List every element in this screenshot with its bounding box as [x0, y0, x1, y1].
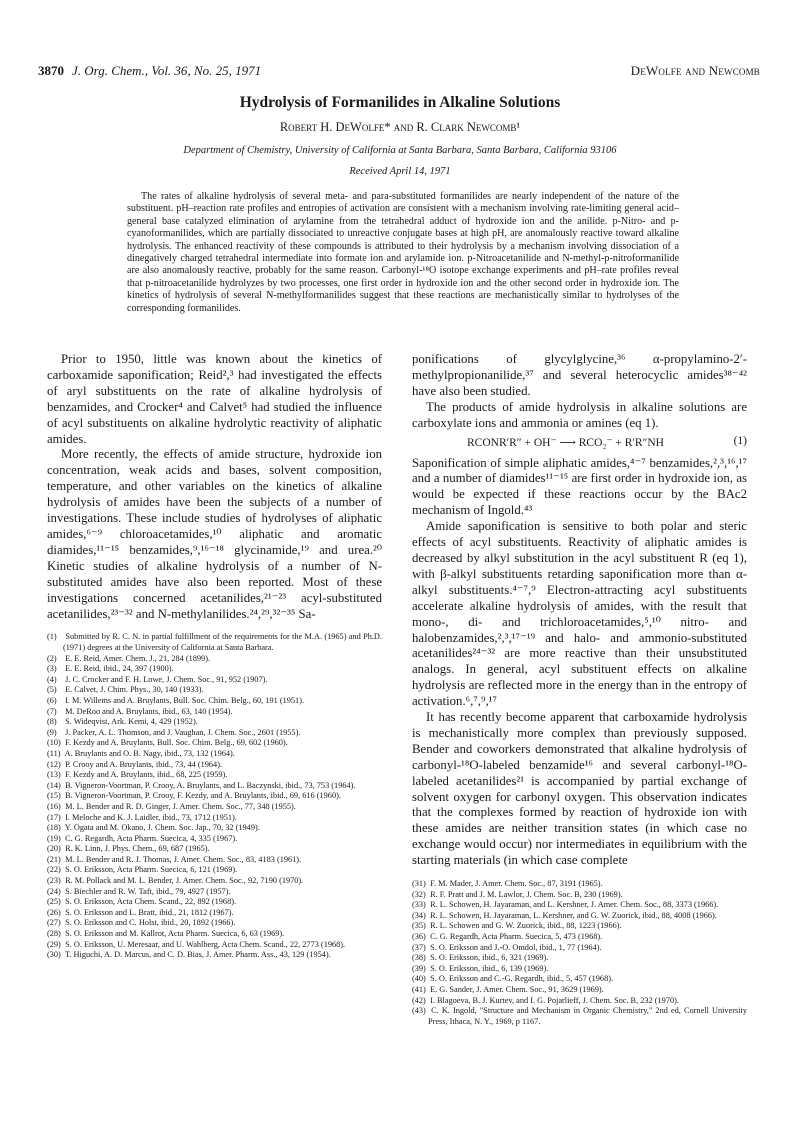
reference-number: (26)	[47, 907, 61, 917]
reference-number: (42)	[412, 995, 426, 1005]
reference-text: E. Calvet, J. Chim. Phys., 30, 140 (1933).	[65, 685, 204, 695]
reference-text: C. G. Regardh, Acta Pharm. Suecica, 5, 473 (1968).	[430, 932, 603, 942]
reference-text: I. M. Willems and A. Bruylants, Bull. Soc. Chim. Belg., 60, 191 (1951).	[65, 695, 305, 705]
running-head-authors: DeWolfe and Newcomb	[630, 63, 760, 78]
reference-text: E. E. Reid, Amer. Chem. J., 21, 284 (1899).	[65, 653, 211, 663]
reference-item	[412, 1006, 747, 1027]
reference-item	[412, 964, 747, 975]
reference-number: (19)	[47, 833, 61, 843]
reference-number: (4)	[47, 674, 57, 684]
page-number: 3870	[38, 63, 64, 78]
reference-item	[47, 696, 382, 707]
reference-text: P. Crooy and A. Bruylants, ibid., 73, 44 (1964).	[65, 759, 223, 769]
reference-number: (13)	[47, 770, 61, 780]
reference-item	[412, 985, 747, 996]
reference-item	[47, 855, 382, 866]
reference-item	[47, 908, 382, 919]
journal-citation: J. Org. Chem., Vol. 36, No. 25, 1971	[72, 63, 262, 78]
reference-text: R. L. Schowen, H. Jayaraman, and L. Kershner, J. Amer. Chem. Soc., 88, 3373 (1966).	[430, 900, 719, 910]
reference-text: S. Biechler and R. W. Taft, ibid., 79, 4927 (1957).	[65, 886, 231, 896]
reference-item	[412, 943, 747, 954]
reference-number: (22)	[47, 865, 61, 875]
reference-number: (6)	[47, 695, 57, 705]
reference-number: (31)	[412, 879, 426, 889]
reference-number: (3)	[47, 664, 57, 674]
reference-number: (14)	[47, 780, 61, 790]
reference-text: S. O. Eriksson, Acta Pharm. Suecica, 6, 121 (1969).	[65, 865, 238, 875]
reference-item	[47, 802, 382, 813]
reference-text: F. Kezdy and A. Bruylants, Bull. Soc. Chim. Belg., 69, 602 (1960).	[65, 738, 288, 748]
reference-item	[412, 932, 747, 943]
reference-item	[412, 953, 747, 964]
reference-text: S. O. Eriksson and C. Holst, ibid., 20, 1892 (1966).	[65, 918, 236, 928]
left-column	[47, 352, 382, 961]
reference-text: S. O. Eriksson, ibid., 6, 139 (1969).	[430, 963, 549, 973]
paragraph: More recently, the effects of amide structure, hydroxide ion concentration, weak acids and bases, solvent composition, temperature, and other variables on the kinetics of alkaline hydrolysis of amides have been the subjects of a number of investigations. These include studies of hydrolyses of aliphatic amides,⁶⁻⁹ chloroacetamides,¹⁰ aliphatic and aromatic diamides,¹¹⁻¹⁵ benzamides,⁹,¹⁶⁻¹⁸ glycinamide,¹⁹ and urea.²⁰ Kinetic studies of alkaline hydrolysis of a number of N-substituted amides have also been reported. Most of these investigations concerned acetanilides,²¹⁻²³ acyl-substituted acetanilides,²³⁻³² and N-methylanilides.²⁴,²⁹,³²⁻³⁵ Sa-	[47, 447, 382, 621]
reference-text: I. Meloche and K. J. Laidler, ibid., 73, 1712 (1951).	[65, 812, 237, 822]
reference-number: (41)	[412, 985, 426, 995]
reference-item	[47, 654, 382, 665]
article-title: Hydrolysis of Formanilides in Alkaline Solutions	[239, 94, 561, 111]
reference-item	[47, 685, 382, 696]
reference-item	[412, 900, 747, 911]
reference-number: (7)	[47, 706, 57, 716]
reference-item	[47, 791, 382, 802]
paragraph: ponifications of glycylglycine,³⁶ α-propylamino-2′-methylpropionanilide,³⁷ and several heterocyclic amides³⁸⁻⁴² have also been studied.	[412, 352, 747, 398]
equation-1	[412, 435, 747, 451]
reference-text: F. M. Mader, J. Amer. Chem. Soc., 87, 3191 (1965).	[430, 879, 603, 889]
reference-text: S. Wideqvist, Ark. Kemi, 4, 429 (1952).	[65, 717, 198, 727]
reference-number: (35)	[412, 921, 426, 931]
reference-number: (38)	[412, 953, 426, 963]
paragraph: The products of amide hydrolysis in alkaline solutions are carboxylate ions and ammonia or amines (eq 1).	[412, 399, 747, 430]
reference-number: (43)	[412, 1006, 426, 1016]
paragraph: Prior to 1950, little was known about the kinetics of carboxamide saponification; Reid²,³ had investigated the effects of aryl substituents on the rate of alkaline hydrolysis of benzamides, and Crocker⁴ and Calvet⁵ had studied the influence of acyl substituents on alkaline hydrolytic reactivity of aliphatic amides.	[47, 352, 382, 446]
header-left	[38, 63, 261, 79]
reference-item	[47, 887, 382, 898]
reference-text: Submitted by R. C. N. in partial fulfillment of the requirements for the M.A. (1965) and Ph.D. (1971) degrees at the University of California at Santa Barbara.	[63, 632, 382, 652]
reference-number: (10)	[47, 738, 61, 748]
reference-text: M. DeRoo and A. Bruylants, ibid., 63, 140 (1954).	[65, 706, 233, 716]
reference-number: (20)	[47, 844, 61, 854]
right-body-text	[412, 352, 747, 869]
reference-item	[47, 813, 382, 824]
reference-item	[47, 728, 382, 739]
reference-number: (29)	[47, 939, 61, 949]
reference-item	[47, 844, 382, 855]
reference-item	[47, 675, 382, 686]
reference-item	[412, 879, 747, 890]
affiliation: Department of Chemistry, University of California at Santa Barbara, Santa Barbara, California 93106	[183, 145, 617, 156]
reference-number: (17)	[47, 812, 61, 822]
reference-text: J. C. Crocker and F. H. Lowe, J. Chem. Soc., 91, 952 (1907).	[65, 674, 268, 684]
reference-item	[412, 921, 747, 932]
right-column	[412, 352, 747, 1027]
reference-number: (8)	[47, 717, 57, 727]
reference-number: (1)	[47, 632, 57, 642]
reference-number: (5)	[47, 685, 57, 695]
running-header	[38, 63, 760, 83]
reference-text: S. O. Eriksson, ibid., 6, 321 (1969).	[430, 953, 549, 963]
reference-number: (25)	[47, 897, 61, 907]
reference-text: C. K. Ingold, "Structure and Mechanism in Organic Chemistry," 2nd ed, Cornell University Press, Ithaca, N. Y., 1969, p 1167.	[428, 1006, 747, 1026]
reference-number: (34)	[412, 910, 426, 920]
reference-item	[47, 738, 382, 749]
equation-expression: RCONR′R″ + OH⁻ ⟶ RCO₂⁻ + R′R″NH	[467, 436, 664, 449]
reference-item	[47, 918, 382, 929]
reference-number: (30)	[47, 950, 61, 960]
reference-number: (2)	[47, 653, 57, 663]
reference-text: M. L. Bender and R. J. Thomas, J. Amer. Chem. Soc., 83, 4183 (1961).	[65, 854, 302, 864]
reference-text: R. K. Linn, J. Phys. Chem., 69, 687 (1965).	[65, 844, 210, 854]
reference-item	[47, 707, 382, 718]
footnotes-left	[47, 632, 382, 960]
reference-text: S. O. Eriksson and L. Bratt, ibid., 21, 1812 (1967).	[65, 907, 234, 917]
reference-number: (24)	[47, 886, 61, 896]
reference-text: F. Kezdy and A. Bruylants, ibid., 68, 225 (1959).	[65, 770, 228, 780]
reference-item	[412, 996, 747, 1007]
reference-item	[47, 770, 382, 781]
reference-number: (32)	[412, 889, 426, 899]
reference-item	[47, 632, 382, 653]
reference-item	[47, 834, 382, 845]
reference-text: B. Vigneron-Voortman, P. Crooy, F. Kezdy, and A. Bruylants, ibid., 69, 616 (1960).	[65, 791, 341, 801]
reference-text: S. O. Eriksson, Acta Chem. Scand., 22, 892 (1968).	[65, 897, 237, 907]
reference-text: Y. Ogata and M. Okano, J. Chem. Soc. Jap., 70, 32 (1949).	[64, 823, 260, 833]
reference-text: M. L. Bender and R. D. Ginger, J. Amer. Chem. Soc., 77, 348 (1955).	[65, 801, 296, 811]
equation-number: (1)	[733, 434, 747, 447]
reference-item	[47, 940, 382, 951]
reference-item	[412, 911, 747, 922]
reference-item	[47, 781, 382, 792]
reference-text: R. F. Pratt and J. M. Lawlor, J. Chem. Soc. B, 230 (1969).	[430, 889, 623, 899]
reference-text: B. Vigneron-Voortman, P. Crooy, A. Bruylants, and L. Baczynski, ibid., 73, 753 (1964).	[65, 780, 356, 790]
reference-number: (27)	[47, 918, 61, 928]
reference-item	[47, 717, 382, 728]
reference-item	[47, 865, 382, 876]
reference-text: R. L. Schowen and G. W. Zuorick, ibid., 88, 1223 (1966).	[430, 921, 622, 931]
reference-number: (37)	[412, 942, 426, 952]
reference-text: J. Packer, A. L. Thomson, and J. Vaughan, J. Chem. Soc., 2601 (1955).	[65, 727, 301, 737]
author-line: Robert H. DeWolfe* and R. Clark Newcomb¹	[279, 120, 521, 134]
reference-item	[412, 890, 747, 901]
reference-item	[47, 749, 382, 760]
paragraph: Amide saponification is sensitive to both polar and steric effects of acyl substituents. Reactivity of aliphatic amides is decreased by alkyl substitution in the acyl substituent R (eq 1), with β-alkyl substituents retarding saponification more than α-alkyl substituents.⁴⁻⁷,⁹ Electron-attracting acyl substituents accelerate alkaline hydrolysis of amides, with the result that mono-, di- and trichloroacetamides,⁵,¹⁰ nitro- and halobenzamides,²,³,¹⁷⁻¹⁹ and halo- and ammonio-substituted acetanilides²⁴⁻³² are more reactive than their unsubstituted analogs. In general, acyl substituent effects on alkaline hydrolysis are reflected more in the energy than in the entropy of activation.⁶,⁷,⁹,¹⁷	[412, 519, 747, 709]
reference-number: (16)	[47, 801, 61, 811]
left-body-text	[47, 352, 382, 622]
reference-number: (33)	[412, 900, 426, 910]
reference-item	[47, 760, 382, 771]
reference-item	[47, 823, 382, 834]
reference-item	[412, 974, 747, 985]
reference-text: S. O. Eriksson, U. Meresaar, and U. Wahlberg, Acta Chem. Scand., 22, 2773 (1968).	[65, 939, 346, 949]
reference-text: S. O. Eriksson and M. Kallrot, Acta Pharm. Suecica, 6, 63 (1969).	[65, 929, 285, 939]
paragraph: Saponification of simple aliphatic amides,⁴⁻⁷ benzamides,²,³,¹⁶,¹⁷ and a number of diamides¹¹⁻¹⁵ are first order in hydroxide ion, as would be expected if these reactions occur by the BAc2 mechanism of Ingold.⁴³	[412, 455, 747, 518]
reference-number: (36)	[412, 932, 426, 942]
reference-text: T. Higuchi, A. D. Marcus, and C. D. Bias, J. Amer. Pharm. Ass., 43, 129 (1954).	[64, 950, 331, 960]
reference-text: R. M. Pollack and M. L. Bender, J. Amer. Chem. Soc., 92, 7190 (1970).	[65, 876, 304, 886]
paragraph: It has recently become apparent that carboxamide hydrolysis is mechanistically more complex than previously supposed. Bender and coworkers demonstrated that alkaline hydrolysis of carbonyl-¹⁸O-labeled benzamide¹⁶ and several carbonyl-¹⁸O-labeled acetanilides²¹ is accompanied by partial exchange of solvent oxygen for carbonyl oxygen. This observation indicates that the complexes formed by reaction of hydroxide ion with these amides are neither transition states (in which case no exchange would occur) nor intermediates in equilibrium with the starting materials (in which case complete	[412, 710, 747, 868]
reference-number: (12)	[47, 759, 61, 769]
reference-item	[47, 876, 382, 887]
reference-text: R. L. Schowen, H. Jayaraman, L. Kershner, and G. W. Zuorick, ibid., 88, 4008 (1966).	[430, 910, 717, 920]
reference-text: I. Blagoeva, B. J. Kurtev, and I. G. Pojarlieff, J. Chem. Soc. B, 232 (1970).	[430, 995, 679, 1005]
reference-item	[47, 664, 382, 675]
reference-item	[47, 897, 382, 908]
reference-number: (18)	[47, 823, 61, 833]
received-date: Received April 14, 1971	[349, 166, 451, 177]
reference-number: (40)	[412, 974, 426, 984]
reference-item	[47, 929, 382, 940]
reference-number: (39)	[412, 963, 426, 973]
reference-item	[47, 950, 382, 961]
reference-number: (21)	[47, 854, 61, 864]
reference-number: (11)	[47, 748, 61, 758]
abstract: The rates of alkaline hydrolysis of several meta- and para-substituted formanilides are nearly independent of the nature of the substituent. pH–reaction rate profiles and entropies of activation are consistent with a mechanism involving rate-limiting general acid–general base catalyzed elimination of arylamine from the tetrahedral adduct of hydroxide ion and the anilide. p-Nitro- and p-cyanoformanilides, which are partially dissociated to unreactive conjugate bases at high pH, are anomalously reactive toward alkaline hydrolysis. The enhanced reactivity of these compounds is attributed to their hydrolysis by a mechanism involving dissociation of a dinegatively charged tetrahedral intermediate into formate ion and arylamide ion. p-Nitroacetanilide and N-methyl-p-nitroformanilide are also anomalously reactive, probably for the same reason. Carbonyl-¹⁸O isotope exchange experiments and pH–rate profiles reveal that p-nitroacetanilide hydrolyzes by two processes, one first order in hydroxide ion and the other second order in hydroxide ion. The kinetics of hydrolysis of several N-methylformanilides suggest that these reactions are mechanistically similar to hydrolyses of the corresponding formanilides.	[127, 191, 679, 314]
reference-number: (28)	[47, 929, 61, 939]
reference-text: S. O. Eriksson and C.-G. Regardh, ibid., 5, 457 (1968).	[430, 974, 614, 984]
reference-text: S. O. Eriksson and J.-O. Omdol, ibid., 1, 77 (1964).	[430, 942, 602, 952]
reference-number: (15)	[47, 791, 61, 801]
reference-number: (23)	[47, 876, 61, 886]
reference-text: E. G. Sander, J. Amer. Chem. Soc., 91, 3629 (1969).	[430, 985, 604, 995]
reference-text: E. E. Reid, ibid., 24, 397 (1900).	[65, 664, 174, 674]
reference-number: (9)	[47, 727, 57, 737]
footnotes-right	[412, 879, 747, 1027]
reference-text: C. G. Regardh, Acta Pharm. Suecica, 4, 335 (1967).	[65, 833, 238, 843]
reference-text: A. Bruylants and O. B. Nagy, ibid., 73, 132 (1964).	[64, 748, 235, 758]
